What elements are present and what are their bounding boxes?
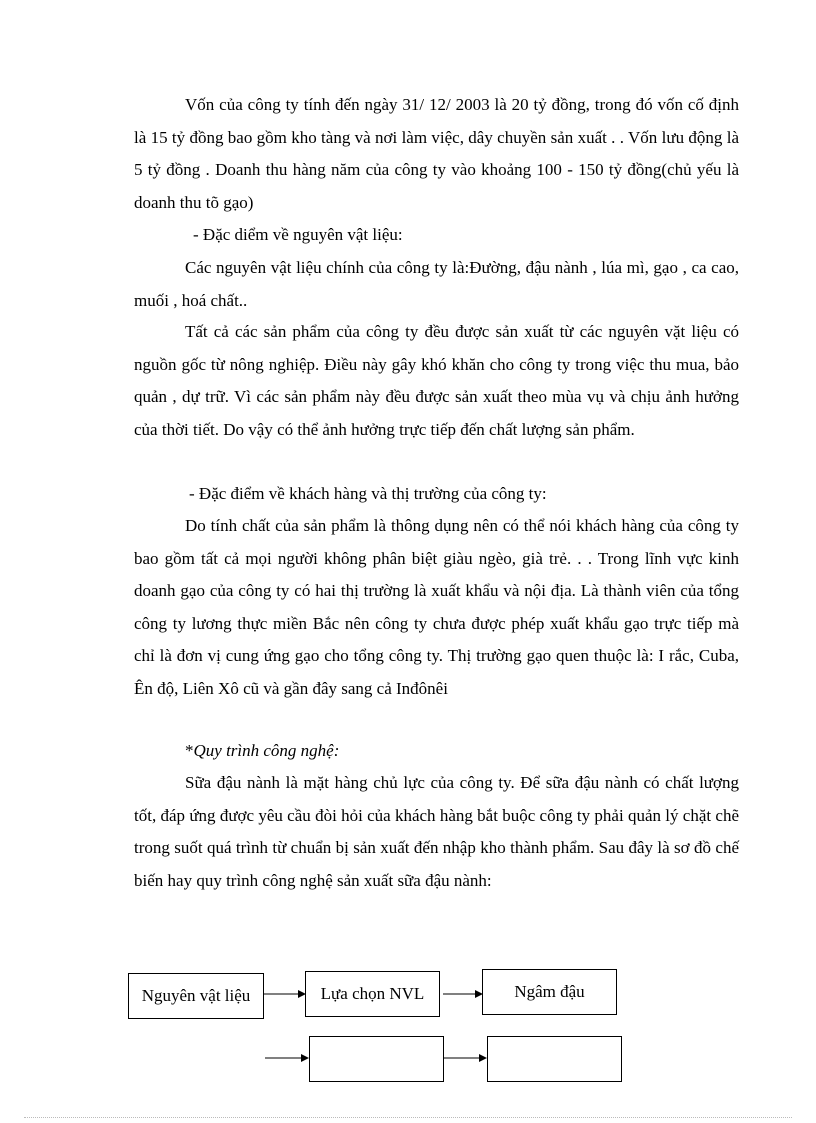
paragraph-capital: Vốn của công ty tính đến ngày 31/ 12/ 2003 là 20 tỷ đồng, trong đó vốn cố định là 15 tỷ đồng bao gồm kho tàng và nơi làm việc, dây chuyền sản xuất . . Vốn lưu động là 5 tỷ đồng . Doanh thu hàng năm của công ty vào khoảng 100 - 150 tỷ đồng(chủ yếu là doanh thu tõ gạo) — [134, 95, 739, 212]
paragraph-materials-list: Các nguyên vật liệu chính của công ty là:Đường, đậu nành , lúa mì, gạo , ca cao, muối , hoá chất.. — [134, 258, 739, 310]
diagram-box-raw-materials-label: Nguyên vật liệu — [141, 986, 251, 1005]
heading-process-text: Quy trình công nghệ: — [193, 741, 340, 760]
heading-materials: - Đặc diểm về nguyên vật liệu: — [193, 225, 403, 244]
diagram-box-soak-beans-label: Ngâm đậu — [514, 982, 585, 1001]
paragraph-customers-detail: Do tính chất của sản phẩm là thông dụng nên có thể nói khách hàng của công ty bao gồm tất cả mọi người không phân biệt giàu ngèo, già trẻ. . . Trong lĩnh vực kinh doanh gạo của công ty có hai thị trường là xuất khẩu và nội địa. Là thành viên của tổng công ty lương thực miền Bắc nên công ty chưa được phép xuất khẩu gạo trực tiếp mà chỉ là đơn vị cung ứng gạo cho tổng công ty. Thị trường gạo quen thuộc là: I rắc, Cuba, Ên độ, Liên Xô cũ và gần đây sang cả Inđônêi — [134, 516, 739, 698]
heading-customers: - Đặc điểm về khách hàng và thị trường của công ty: — [189, 484, 547, 503]
heading-process-star: * — [185, 741, 194, 760]
paragraph-process-detail: Sữa đậu nành là mặt hàng chủ lực của công ty. Để sữa đậu nành có chất lượng tốt, đáp ứng được yêu cầu đòi hỏi của khách hàng bắt buộc công ty phải quản lý chặt chẽ trong suốt quá trình từ chuẩn bị sản xuất đến nhập kho thành phẩm. Sau đây là sơ đồ chế biến hay quy trình công nghệ sản xuất sữa đậu nành: — [134, 773, 739, 890]
diagram-box-select-materials-label: Lựa chọn NVL — [320, 984, 425, 1003]
page-bottom-border — [24, 1117, 792, 1118]
paragraph-materials-detail: Tất cả các sản phẩm của công ty đều được sản xuất từ các nguyên vặt liệu có nguồn gốc từ nông nghiệp. Điều này gây khó khăn cho công ty trong việc thu mua, bảo quản , dự trữ. Vì các sản phẩm này đều được sản xuất theo mùa vụ và chịu ảnh hưởng của thời tiết. Do vậy có thể ảnh hưởng trực tiếp đến chất lượng sản phẩm. — [134, 322, 739, 439]
